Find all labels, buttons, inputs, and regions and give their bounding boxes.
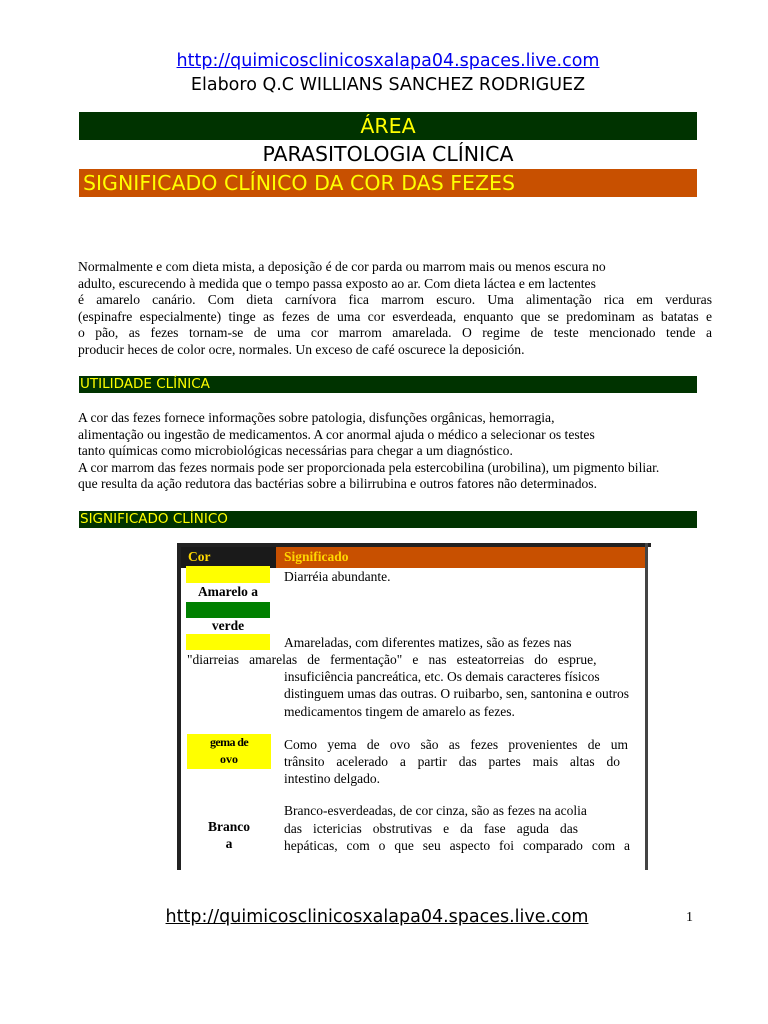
- significance-text: Amareladas, com diferentes matizes, são as fezes nas: [284, 635, 572, 650]
- intro-line: adulto, escurecendo à medida que o tempo passa exposto ao ar. Com dieta láctea e em lactentes: [78, 275, 596, 291]
- table-border: [645, 543, 648, 870]
- significance-text: das ictericias obstrutivas e da fase aguda das: [284, 821, 578, 836]
- intro-line: producir heces de color ocre, normales. Un exceso de café oscurece la deposición.: [78, 341, 525, 357]
- table-header-row: [181, 547, 645, 568]
- significance-text: Diarréia abundante.: [284, 569, 391, 584]
- significance-text: intestino delgado.: [284, 771, 380, 786]
- yellow-swatch: [186, 566, 270, 583]
- row-label: gema de: [209, 735, 249, 749]
- header-cor-text: Cor: [188, 549, 211, 564]
- utilidade-line: A cor marrom das fezes normais pode ser proporcionada pela estercobilina (urobilina), um pigmento biliar.: [78, 459, 660, 475]
- footer-url-link[interactable]: http://quimicosclinicosxalapa04.spaces.live.com: [165, 907, 589, 927]
- significance-text: insuficiência pancreática, etc. Os demais caracteres físicos: [284, 669, 600, 684]
- utilidade-banner: [79, 376, 697, 393]
- header-cell-significado: [276, 547, 645, 568]
- significado-banner: [79, 511, 697, 528]
- intro-line: é amarelo canário. Com dieta carnívora fica marrom escuro. Uma alimentação rica em verduras: [78, 292, 712, 307]
- significance-text: medicamentos tingem de amarelo as fezes.: [284, 704, 515, 719]
- significance-text: Branco-esverdeadas, de cor cinza, são as fezes na acolia: [284, 803, 587, 818]
- header-cell-cor: [181, 547, 276, 568]
- significance-text: "diarreias amarelas de fermentação" e nas esteatorreias do esprue,: [187, 652, 597, 667]
- row-label: Branco: [208, 819, 250, 834]
- utilidade-title: UTILIDADE CLÍNICA: [80, 376, 210, 392]
- intro-line: (espinafre especialmente) tinge as fezes de uma cor esverdeada, enquanto que se predominam as batatas e: [78, 308, 712, 324]
- utilidade-line: tanto químicas como microbiológicas necessárias para chegar a um diagnóstico.: [78, 443, 513, 458]
- row-label: a: [225, 836, 233, 851]
- row-label: verde: [211, 618, 245, 633]
- header: [0, 51, 768, 71]
- row-label: Amarelo a: [197, 584, 259, 599]
- green-swatch: [186, 602, 270, 618]
- color-significance-table: [177, 543, 651, 870]
- header-significado-text: Significado: [284, 549, 349, 564]
- subject-title: PARASITOLOGIA CLÍNICA: [262, 142, 514, 166]
- significance-text: Como yema de ovo são as fezes provenientes de um: [284, 737, 628, 752]
- author-line: Elaboro Q.C WILLIANS SANCHEZ RODRIGUEZ: [190, 75, 586, 95]
- significance-text: distinguem umas das outras. O ruibarbo, sen, santonina e outros: [284, 686, 629, 701]
- row-label: ovo: [220, 752, 238, 766]
- topic-banner: [79, 169, 697, 197]
- area-banner-text: ÁREA: [360, 114, 416, 138]
- yellow-swatch: [186, 634, 270, 650]
- header-url-link[interactable]: http://quimicosclinicosxalapa04.spaces.live.com: [176, 51, 600, 71]
- table-border: [177, 543, 181, 870]
- topic-banner-text: SIGNIFICADO CLÍNICO DA COR DAS FEZES: [83, 171, 515, 195]
- intro-line: Normalmente e com dieta mista, a deposição é de cor parda ou marrom mais ou menos escura no: [78, 259, 606, 274]
- page-number: 1: [686, 910, 693, 925]
- utilidade-line: alimentação ou ingestão de medicamentos. A cor anormal ajuda o médico a selecionar os testes: [78, 426, 595, 442]
- area-banner: [79, 112, 697, 140]
- utilidade-line: A cor das fezes fornece informações sobre patologia, disfunções orgânicas, hemorragia,: [78, 410, 555, 425]
- utilidade-line: que resulta da ação redutora das bactérias sobre a bilirrubina e outros fatores não determinados.: [78, 476, 597, 491]
- intro-paragraph: [78, 259, 712, 358]
- footer: [0, 907, 754, 927]
- intro-line: o pão, as fezes tornam-se de uma cor marrom amarelada. O regime de teste mencionado tende a: [78, 325, 712, 340]
- utilidade-paragraph: [78, 410, 712, 493]
- significado-title: SIGNIFICADO CLÍNICO: [80, 511, 228, 527]
- significance-text: trânsito acelerado a partir das partes mais altas do: [284, 754, 620, 769]
- significance-text: hepáticas, com o que seu aspecto foi comparado com a: [284, 838, 630, 853]
